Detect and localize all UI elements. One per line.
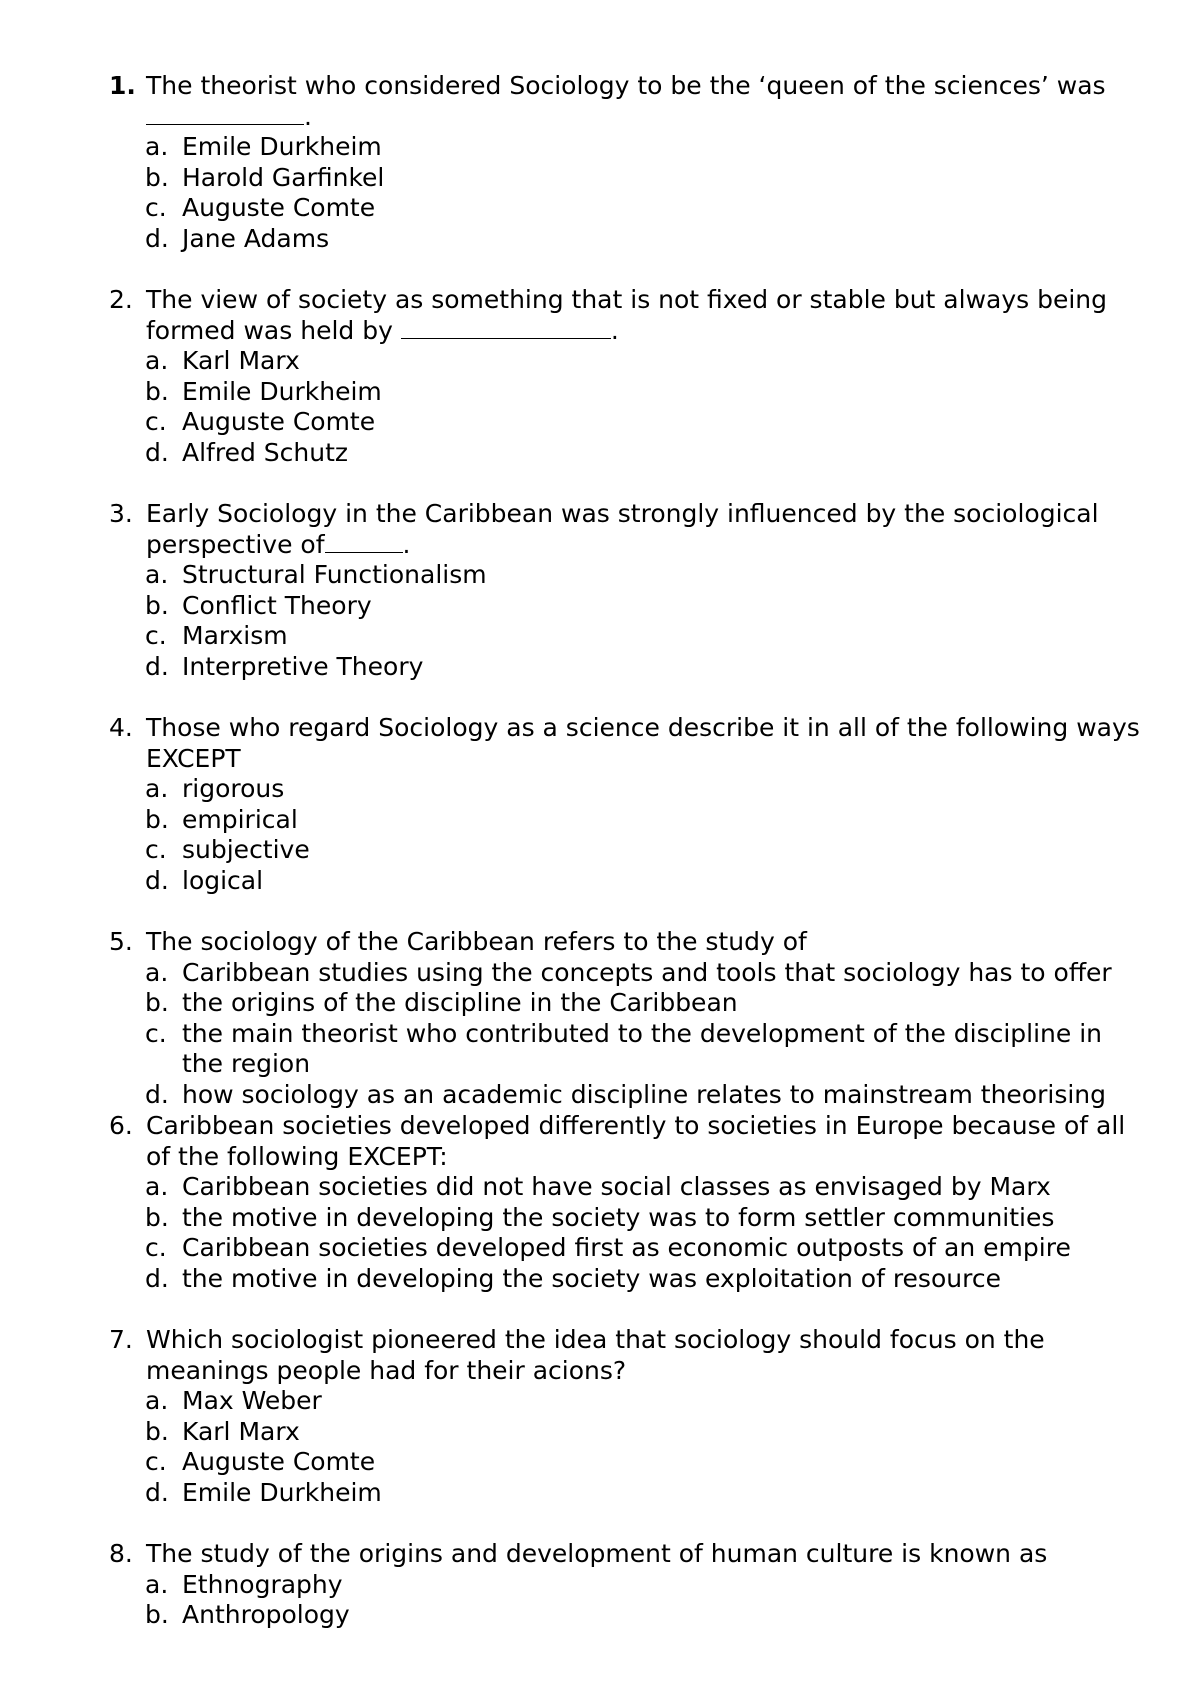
option-c — [109, 1019, 1149, 1080]
option-letter: a. — [145, 957, 169, 987]
option-letter: a. — [145, 774, 169, 804]
option-text: Emile Durkheim — [182, 376, 382, 406]
option-letter: c. — [145, 407, 167, 437]
option-a — [109, 560, 1149, 591]
option-b — [109, 1600, 1149, 1631]
question-text: Which sociologist pioneered the idea that sociology should focus on the meanings people had for their acions? — [146, 1325, 1045, 1385]
question-text-tail: . — [402, 529, 411, 559]
option-text: logical — [182, 865, 264, 895]
option-b — [109, 1203, 1149, 1234]
question-7-stem — [109, 1325, 1149, 1386]
question-8 — [109, 1539, 1149, 1631]
option-d — [109, 1478, 1149, 1509]
question-text: Caribbean societies developed differently to societies in Europe because of all of the following EXCEPT: — [146, 1111, 1126, 1171]
question-number: 8. — [109, 1539, 133, 1568]
option-letter: c. — [145, 1018, 167, 1048]
option-text: Auguste Comte — [182, 1447, 376, 1477]
option-letter: b. — [145, 1202, 169, 1232]
option-letter: d. — [145, 1263, 169, 1293]
question-text-tail: . — [304, 101, 312, 131]
option-text: Emile Durkheim — [182, 1477, 382, 1507]
answer-blank — [325, 530, 403, 553]
option-text: the main theorist who contributed to the development of the discipline in the region — [182, 1018, 1103, 1079]
option-a — [109, 774, 1149, 805]
option-c — [109, 1447, 1149, 1478]
option-d — [109, 1264, 1149, 1295]
option-text: Auguste Comte — [182, 407, 376, 437]
option-letter: b. — [145, 804, 169, 834]
option-text: Alfred Schutz — [182, 437, 349, 467]
option-a — [109, 958, 1149, 989]
option-text: Jane Adams — [182, 223, 330, 253]
option-letter: c. — [145, 1447, 167, 1477]
option-letter: a. — [145, 132, 169, 162]
option-letter: a. — [145, 560, 169, 590]
option-letter: b. — [145, 162, 169, 192]
option-d — [109, 224, 1149, 255]
option-c — [109, 193, 1149, 224]
option-letter: a. — [145, 346, 169, 376]
question-text: The study of the origins and development of human culture is known as — [146, 1539, 1048, 1568]
option-a — [109, 1386, 1149, 1417]
option-text: subjective — [182, 835, 310, 865]
question-8-stem — [109, 1539, 1149, 1570]
option-text: how sociology as an academic discipline relates to mainstream theorising — [182, 1079, 1107, 1109]
question-3 — [109, 499, 1149, 683]
option-letter: a. — [145, 1386, 169, 1416]
answer-blank — [146, 102, 304, 125]
question-1 — [109, 71, 1149, 255]
option-a — [109, 1172, 1149, 1203]
option-letter: d. — [145, 1079, 169, 1109]
option-d — [109, 652, 1149, 683]
option-text: Max Weber — [182, 1386, 322, 1416]
option-text: Interpretive Theory — [182, 651, 424, 681]
option-letter: c. — [145, 621, 167, 651]
option-d — [109, 1080, 1149, 1111]
question-4 — [109, 713, 1149, 897]
option-text: rigorous — [182, 774, 285, 804]
question-6-stem — [109, 1111, 1149, 1172]
option-letter: c. — [145, 193, 167, 223]
question-1-stem — [109, 71, 1149, 132]
option-d — [109, 438, 1149, 469]
option-text: Emile Durkheim — [182, 132, 382, 162]
option-a — [109, 1570, 1149, 1601]
option-text: the motive in developing the society was exploitation of resource — [182, 1263, 1001, 1293]
question-2 — [109, 285, 1149, 469]
question-number: 5. — [109, 927, 133, 956]
option-b — [109, 805, 1149, 836]
option-letter: b. — [145, 1416, 169, 1446]
question-number: 7. — [109, 1325, 133, 1354]
option-c — [109, 835, 1149, 866]
option-text: Caribbean societies developed first as economic outposts of an empire — [182, 1233, 1071, 1263]
option-text: Caribbean studies using the concepts and tools that sociology has to offer — [182, 957, 1112, 987]
option-letter: b. — [145, 1600, 169, 1630]
option-b — [109, 988, 1149, 1019]
option-b — [109, 1417, 1149, 1448]
option-text: Caribbean societies did not have social classes as envisaged by Marx — [182, 1172, 1051, 1202]
question-5-stem — [109, 927, 1149, 958]
option-text: Anthropology — [182, 1600, 350, 1630]
option-text: Conflict Theory — [182, 590, 372, 620]
question-text: The view of society as something that is not fixed or stable but always being formed was held by — [146, 285, 1108, 345]
option-text: Harold Garfinkel — [182, 162, 385, 192]
option-text: Marxism — [182, 621, 288, 651]
option-text: the origins of the discipline in the Caribbean — [182, 988, 738, 1018]
question-number: 2. — [109, 285, 133, 314]
option-a — [109, 346, 1149, 377]
question-text: Early Sociology in the Caribbean was strongly influenced by the sociological perspective of — [146, 499, 1099, 559]
option-letter: b. — [145, 590, 169, 620]
option-letter: d. — [145, 651, 169, 681]
question-number: 4. — [109, 713, 133, 742]
option-text: Auguste Comte — [182, 193, 376, 223]
question-text: The theorist who considered Sociology to be the ‘queen of the sciences’ was — [146, 71, 1106, 100]
option-text: the motive in developing the society was to form settler communities — [182, 1202, 1055, 1232]
option-text: Karl Marx — [182, 1416, 300, 1446]
question-4-stem — [109, 713, 1149, 774]
option-c — [109, 407, 1149, 438]
question-3-stem — [109, 499, 1149, 560]
question-text-tail: . — [610, 315, 619, 345]
option-letter: d. — [145, 1477, 169, 1507]
option-letter: c. — [145, 1233, 167, 1263]
option-text: Structural Functionalism — [182, 560, 487, 590]
question-number: 1. — [109, 71, 136, 100]
question-5 — [109, 927, 1149, 1111]
option-b — [109, 591, 1149, 622]
option-d — [109, 866, 1149, 897]
option-text: Ethnography — [182, 1569, 343, 1599]
question-7 — [109, 1325, 1149, 1509]
option-letter: a. — [145, 1569, 169, 1599]
answer-blank — [401, 316, 611, 339]
option-b — [109, 377, 1149, 408]
option-c — [109, 621, 1149, 652]
option-letter: b. — [145, 376, 169, 406]
option-a — [109, 132, 1149, 163]
option-text: empirical — [182, 804, 298, 834]
question-number: 3. — [109, 499, 133, 528]
option-letter: b. — [145, 988, 169, 1018]
option-b — [109, 163, 1149, 194]
option-letter: d. — [145, 223, 169, 253]
question-2-stem — [109, 285, 1149, 346]
option-letter: a. — [145, 1172, 169, 1202]
question-text: Those who regard Sociology as a science describe it in all of the following ways EXCEPT — [146, 713, 1140, 773]
option-letter: d. — [145, 437, 169, 467]
question-6 — [109, 1111, 1149, 1295]
question-text: The sociology of the Caribbean refers to the study of — [146, 927, 807, 956]
option-text: Karl Marx — [182, 346, 300, 376]
option-letter: d. — [145, 865, 169, 895]
question-number: 6. — [109, 1111, 133, 1140]
option-letter: c. — [145, 835, 167, 865]
option-c — [109, 1233, 1149, 1264]
